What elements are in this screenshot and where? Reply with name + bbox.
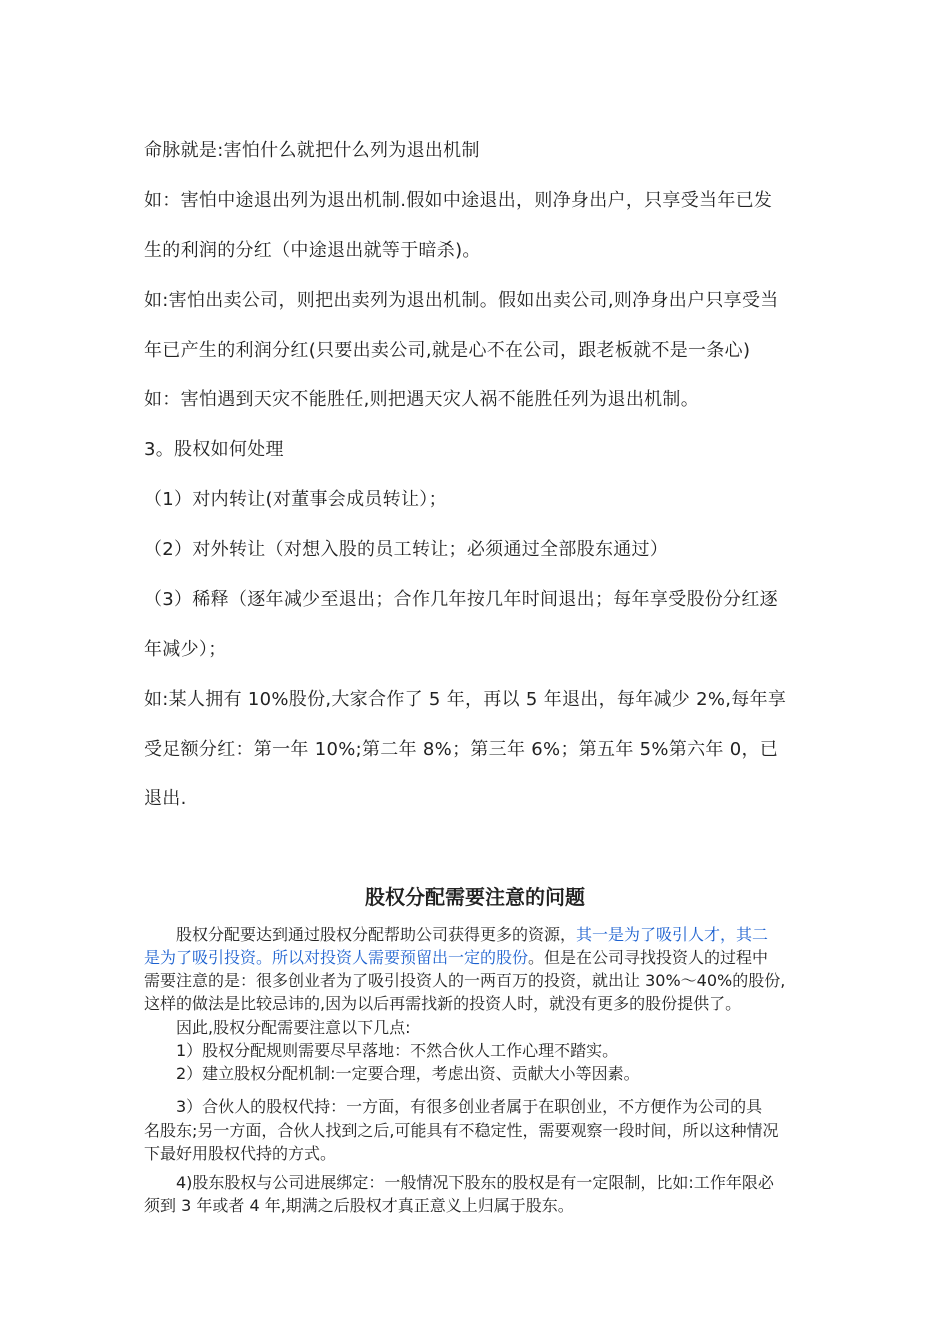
- paragraph-line: 如:害怕出卖公司，则把出卖列为退出机制。假如出卖公司,则净身出户只享受当: [144, 290, 779, 311]
- section-heading: 3。股权如何处理: [144, 439, 284, 460]
- paragraph-line: 需要注意的是：很多创业者为了吸引投资人的一两百万的投资，就出让 30%～40%的股份,: [144, 971, 786, 990]
- paragraph-line: 名股东;另一方面，合伙人找到之后,可能具有不稳定性，需要观察一段时间，所以这种情况: [144, 1121, 779, 1140]
- highlighted-text: 其一是为了吸引人才，其二: [576, 925, 769, 944]
- list-item: （1）对内转让(对董事会成员转让）；: [144, 489, 447, 510]
- paragraph-line: 下最好用股权代持的方式。: [144, 1144, 337, 1163]
- paragraph-text: 。但是在公司寻找投资人的过程中: [528, 948, 769, 967]
- paragraph-text: 股权分配要达到通过股权分配帮助公司获得更多的资源，: [176, 925, 577, 944]
- list-item: 3）合伙人的股权代持：一方面，有很多创业者属于在职创业，不方便作为公司的具: [176, 1097, 763, 1116]
- paragraph-line: 受足额分红：第一年 10%;第二年 8%；第三年 6%；第五年 5%第六年 0，已: [144, 739, 779, 760]
- paragraph-line: 退出.: [144, 788, 187, 809]
- paragraph-line: [176, 924, 768, 946]
- paragraph-line: 年已产生的利润分红(只要出卖公司,就是心不在公司，跟老板就不是一条心): [144, 340, 751, 361]
- list-item: 4)股东股权与公司进展绑定：一般情况下股东的股权是有一定限制，比如:工作年限必: [176, 1173, 774, 1192]
- paragraph-line: 生的利润的分红（中途退出就等于暗杀)。: [144, 240, 481, 261]
- list-item: 1）股权分配规则需要尽早落地：不然合伙人工作心理不踏实。: [176, 1041, 619, 1060]
- paragraph-line: 这样的做法是比较忌讳的,因为以后再需找新的投资人时，就没有更多的股份提供了。: [144, 994, 742, 1013]
- paragraph-line: 因此,股权分配需要注意以下几点:: [176, 1018, 411, 1037]
- paragraph-line: 命脉就是:害怕什么就把什么列为退出机制: [144, 140, 480, 161]
- paragraph-line: 如：害怕遇到天灾不能胜任,则把遇天灾人祸不能胜任列为退出机制。: [144, 389, 700, 410]
- paragraph-line: 如：害怕中途退出列为退出机制.假如中途退出，则净身出户，只享受当年已发: [144, 190, 773, 211]
- section-title: 股权分配需要注意的问题: [365, 885, 585, 909]
- paragraph-line: 须到 3 年或者 4 年,期满之后股权才真正意义上归属于股东。: [144, 1196, 574, 1215]
- highlighted-text: 是为了吸引投资。所以对投资人需要预留出一定的股份: [144, 948, 529, 967]
- paragraph-line: [144, 947, 768, 969]
- list-item: （2）对外转让（对想入股的员工转让；必须通过全部股东通过）: [144, 539, 669, 560]
- paragraph-line: 如:某人拥有 10%股份,大家合作了 5 年，再以 5 年退出，每年减少 2%,每年享: [144, 689, 787, 710]
- list-item: （3）稀释（逐年减少至退出；合作几年按几年时间退出；每年享受股份分红逐: [144, 589, 778, 610]
- paragraph-line: 年减少）；: [144, 639, 227, 660]
- list-item: 2）建立股权分配机制:一定要合理，考虑出资、贡献大小等因素。: [176, 1064, 640, 1083]
